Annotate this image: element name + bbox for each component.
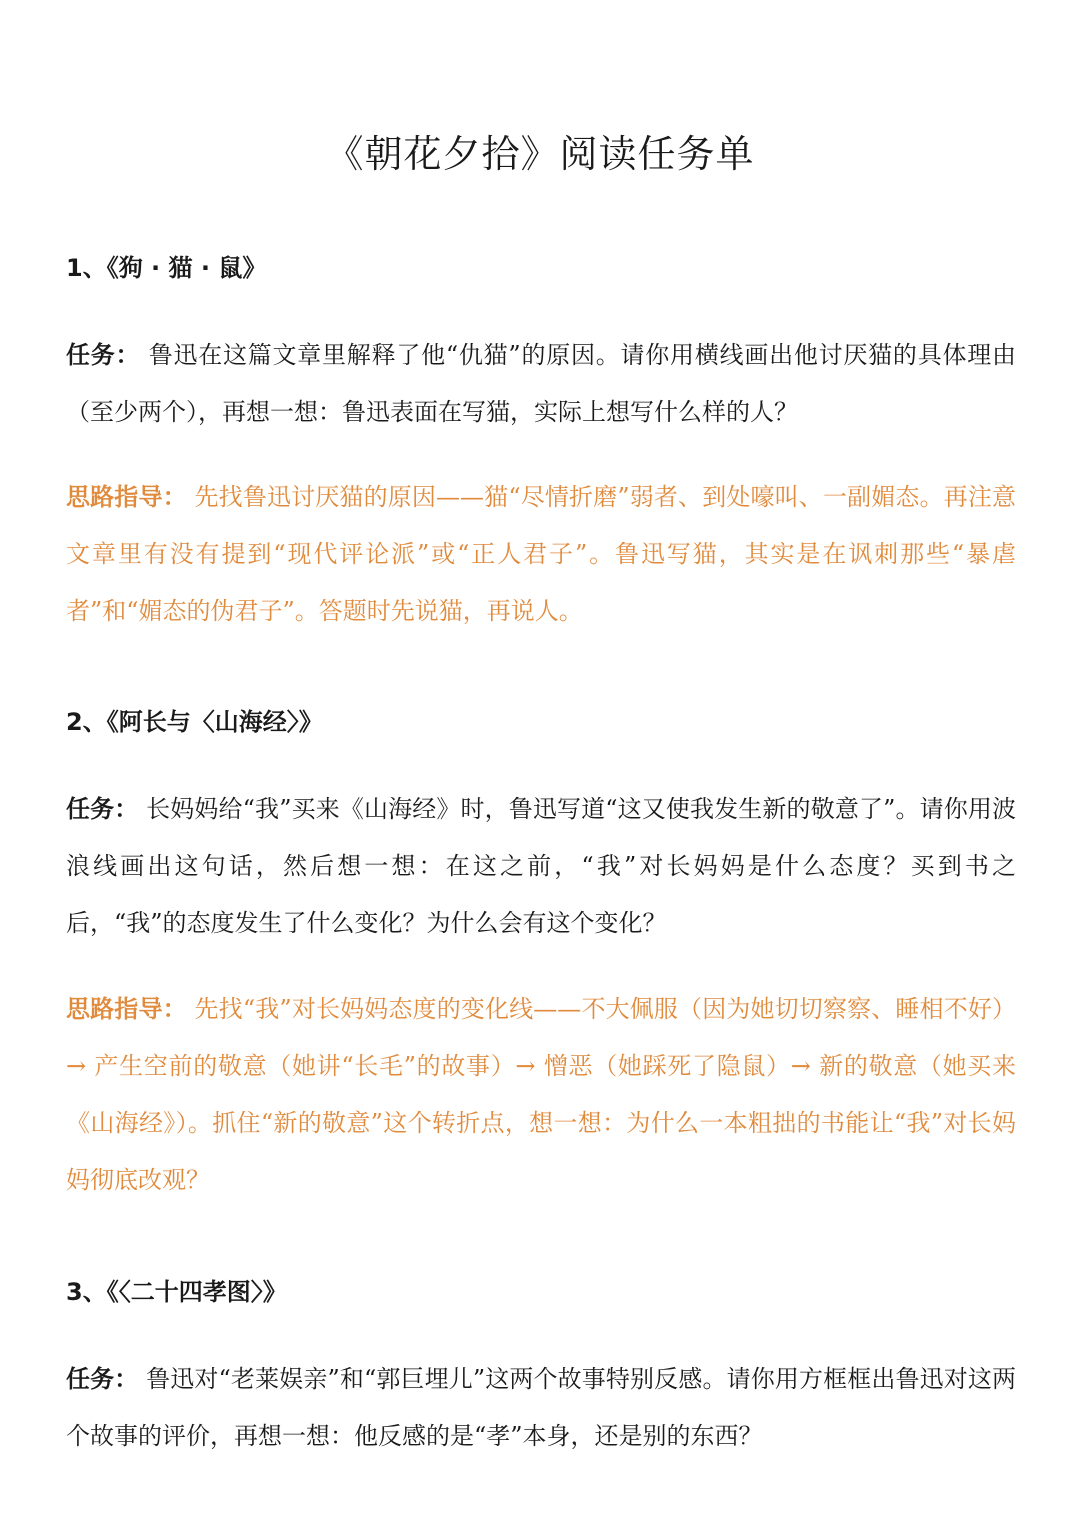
section-1-heading: 1、《狗 · 猫 · 鼠》 [66,254,267,282]
section-2-task [66,780,1016,952]
section-1-guide-label: 思路指导： [66,482,187,511]
section-2-heading: 2、《阿长与〈山海经〉》 [66,708,323,736]
section-2-guide-text: 先找“我”对长妈妈态度的变化线——不大佩服（因为她切切察察、睡相不好）→ 产生空前的敬意（她讲“长毛”的故事）→ 憎恶（她踩死了隐鼠）→ 新的敬意（她买来《山海经》）。抓住“新的敬意”这个转折点，想一想：为什么一本粗拙的书能让“我”对长妈妈彻底改观？ [66,995,1016,1194]
section-2-task-label: 任务： [66,794,139,823]
section-1-task [66,326,1016,441]
section-2-task-text: 长妈妈给“我”买来《山海经》时，鲁迅写道“这又使我发生新的敬意了”。请你用波浪线画出这句话，然后想一想：在这之前，“我”对长妈妈是什么态度？买到书之后，“我”的态度发生了什么变化？为什么会有这个变化？ [66,795,1016,937]
section-3-task-text: 鲁迅对“老莱娱亲”和“郭巨埋儿”这两个故事特别反感。请你用方框框出鲁迅对这两个故事的评价，再想一想：他反感的是“孝”本身，还是别的东西？ [66,1365,1016,1450]
section-3-task-label: 任务： [66,1364,139,1393]
section-2-guide [66,980,1016,1209]
section-3-task [66,1350,1016,1465]
section-1-task-label: 任务： [66,340,141,369]
section-1-task-text: 鲁迅在这篇文章里解释了他“仇猫”的原因。请你用横线画出他讨厌猫的具体理由（至少两个），再想一想：鲁迅表面在写猫，实际上想写什么样的人？ [66,341,1016,426]
page-title: 《朝花夕拾》阅读任务单 [325,132,755,176]
section-1-guide-text: 先找鲁迅讨厌猫的原因——猫“尽情折磨”弱者、到处嚎叫、一副媚态。再注意文章里有没有提到“现代评论派”或“正人君子”。鲁迅写猫，其实是在讽刺那些“暴虐者”和“媚态的伪君子”。答题时先说猫，再说人。 [66,483,1016,625]
section-2-guide-label: 思路指导： [66,994,187,1023]
section-1-guide [66,468,1016,640]
section-3-heading: 3、《〈二十四孝图〉》 [66,1278,287,1306]
